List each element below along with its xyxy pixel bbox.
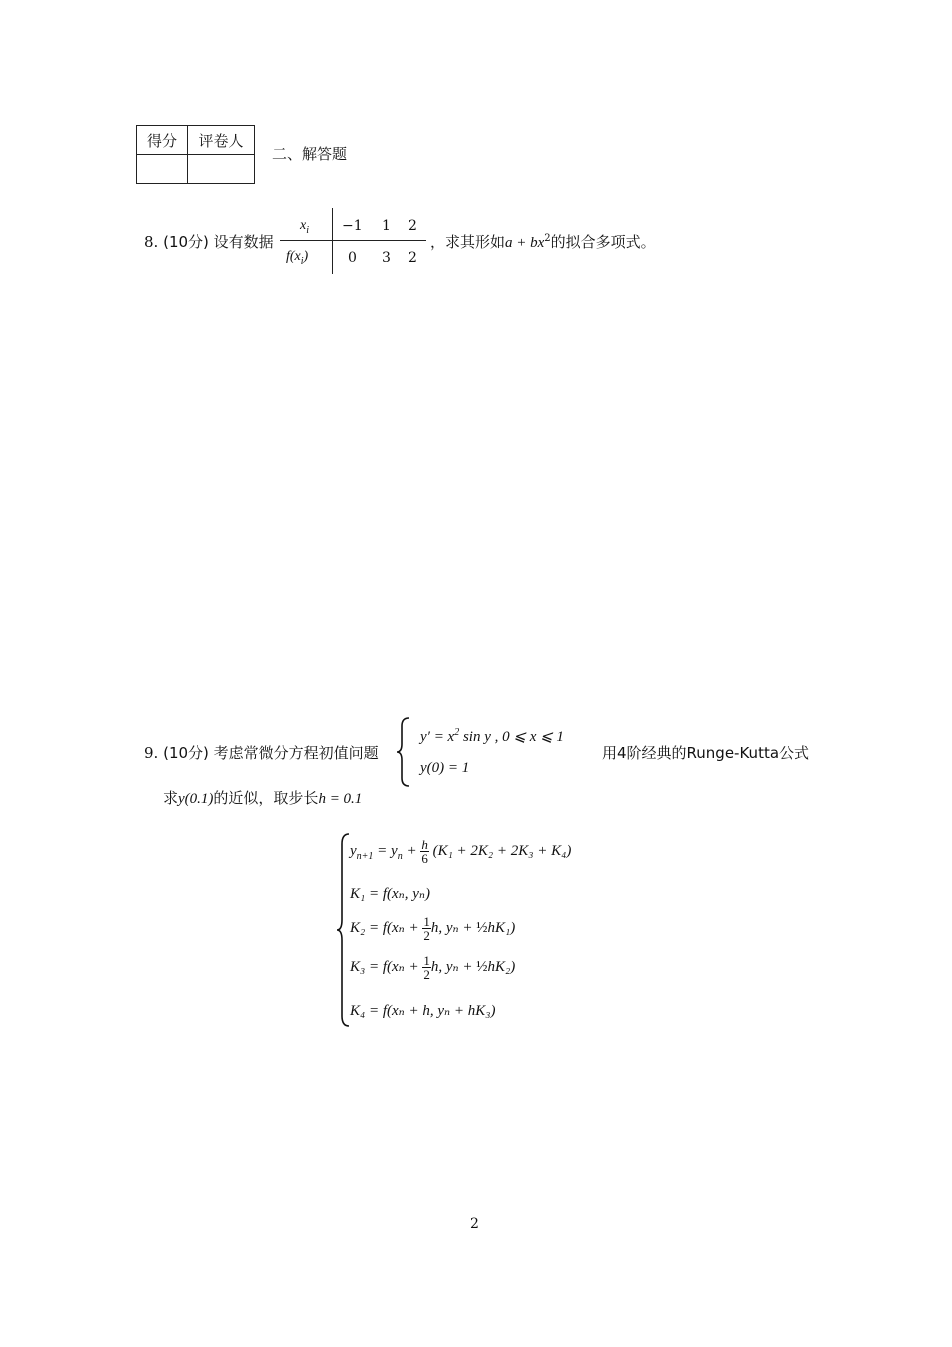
q9-points: (10分) <box>163 744 209 762</box>
rk-l1-a-sub: n+1 <box>356 850 374 862</box>
q9-suffix: 用4阶经典的Runge-Kutta公式 <box>602 744 810 762</box>
row-x-label <box>300 218 309 236</box>
rk-l3-frac-num: 1 <box>423 914 430 929</box>
q9-line2-a: 求 <box>163 789 179 807</box>
row-f-label <box>286 249 308 267</box>
rk-l4-half: ½ <box>476 958 488 975</box>
eq1-rhs: sin y , 0 ⩽ x ⩽ 1 <box>459 729 564 745</box>
q8-suffix-line <box>430 231 656 252</box>
f-value-3: 2 <box>408 250 417 266</box>
table-horizontal-rule <box>280 240 426 241</box>
rk-l1-c: + <box>402 842 421 859</box>
rk-line-3 <box>350 915 515 942</box>
x-value-1: −1 <box>342 218 363 234</box>
rk-l4-frac-den: 2 <box>423 967 430 982</box>
score-box <box>136 125 255 184</box>
q9-equation-2: y(0) = 1 <box>420 760 470 776</box>
f-value-1: 0 <box>348 250 357 266</box>
x-value-3: 2 <box>408 218 417 234</box>
q8-points: (10分) <box>163 233 209 251</box>
q8-number-line <box>144 231 274 252</box>
rk-l4-c: hK₂) <box>487 958 516 975</box>
q8-suffix-1: ，求其形如 <box>430 233 506 251</box>
rk-l1-b-sub: n <box>397 850 403 862</box>
q9-number: 9. <box>144 744 159 762</box>
rk-line-2: K₁ = f(xₙ, yₙ) <box>350 886 430 902</box>
rk-l3-fraction <box>422 915 431 942</box>
rk-line-5: K₄ = f(xₙ + h, yₙ + hK₃) <box>350 1003 496 1019</box>
q8-data-table <box>280 208 426 274</box>
q9-line2-c: 的近似，取步长 <box>213 789 319 807</box>
score-cell[interactable] <box>137 155 188 184</box>
f-value-2: 3 <box>382 250 391 266</box>
q9-number-line <box>144 742 379 763</box>
q9-brace <box>396 716 412 788</box>
x-var: x <box>300 218 307 233</box>
rk-l4-b: h, yₙ + <box>430 958 477 975</box>
rk-line-4 <box>350 954 515 981</box>
f-close: ) <box>303 249 309 264</box>
q9-line-2 <box>163 787 362 808</box>
rk-line-1 <box>350 838 571 865</box>
table-vertical-rule <box>332 208 333 274</box>
grader-label: 评卷人 <box>188 126 255 155</box>
rk-l1-d: (K <box>428 842 448 859</box>
rk-l3-b: h, yₙ + <box>430 919 477 936</box>
f-var: f(x <box>286 249 301 264</box>
q9-line2-d: h = 0.1 <box>318 791 363 807</box>
rk-l1-a: y <box>350 842 357 859</box>
q8-suffix-2: 的拟合多项式。 <box>550 233 656 251</box>
grader-cell[interactable] <box>188 155 255 184</box>
eq1-exp: 2 <box>454 727 460 738</box>
rk-l1-b: = y <box>373 842 398 859</box>
eq1-lhs: y′ = x <box>420 729 455 745</box>
rk-l4-fraction <box>422 954 431 981</box>
page-number: 2 <box>470 1216 479 1232</box>
q9-equation-1 <box>420 727 564 746</box>
rk-l3-half: ½ <box>476 919 488 936</box>
section-title: 二、解答题 <box>272 145 348 163</box>
x-value-2: 1 <box>382 218 391 234</box>
rk-l4-frac-num: 1 <box>423 953 430 968</box>
rk-l1-fraction <box>420 838 429 865</box>
x-sub: i <box>306 224 309 236</box>
q8-form-exp: 2 <box>544 233 551 244</box>
q8-number: 8. <box>144 233 159 251</box>
q9-line2-b: y(0.1) <box>178 791 214 807</box>
rk-l3-frac-den: 2 <box>423 928 430 943</box>
f-sub: i <box>300 255 304 267</box>
rk-l1-frac-den: 6 <box>421 851 428 866</box>
score-label: 得分 <box>137 126 188 155</box>
rk-l3-a: K₂ = f(xₙ + <box>350 919 423 936</box>
q9-prefix: 考虑常微分方程初值问题 <box>213 744 379 762</box>
rk-l1-frac-num: h <box>421 837 428 852</box>
rk-l1-rest: ₁ + 2K₂ + 2K₃ + K₄) <box>447 842 572 859</box>
rk-l3-c: hK₁) <box>487 919 516 936</box>
q8-prefix: 设有数据 <box>213 233 274 251</box>
rk-l4-a: K₃ = f(xₙ + <box>350 958 423 975</box>
q8-form: a + bx <box>505 235 545 251</box>
